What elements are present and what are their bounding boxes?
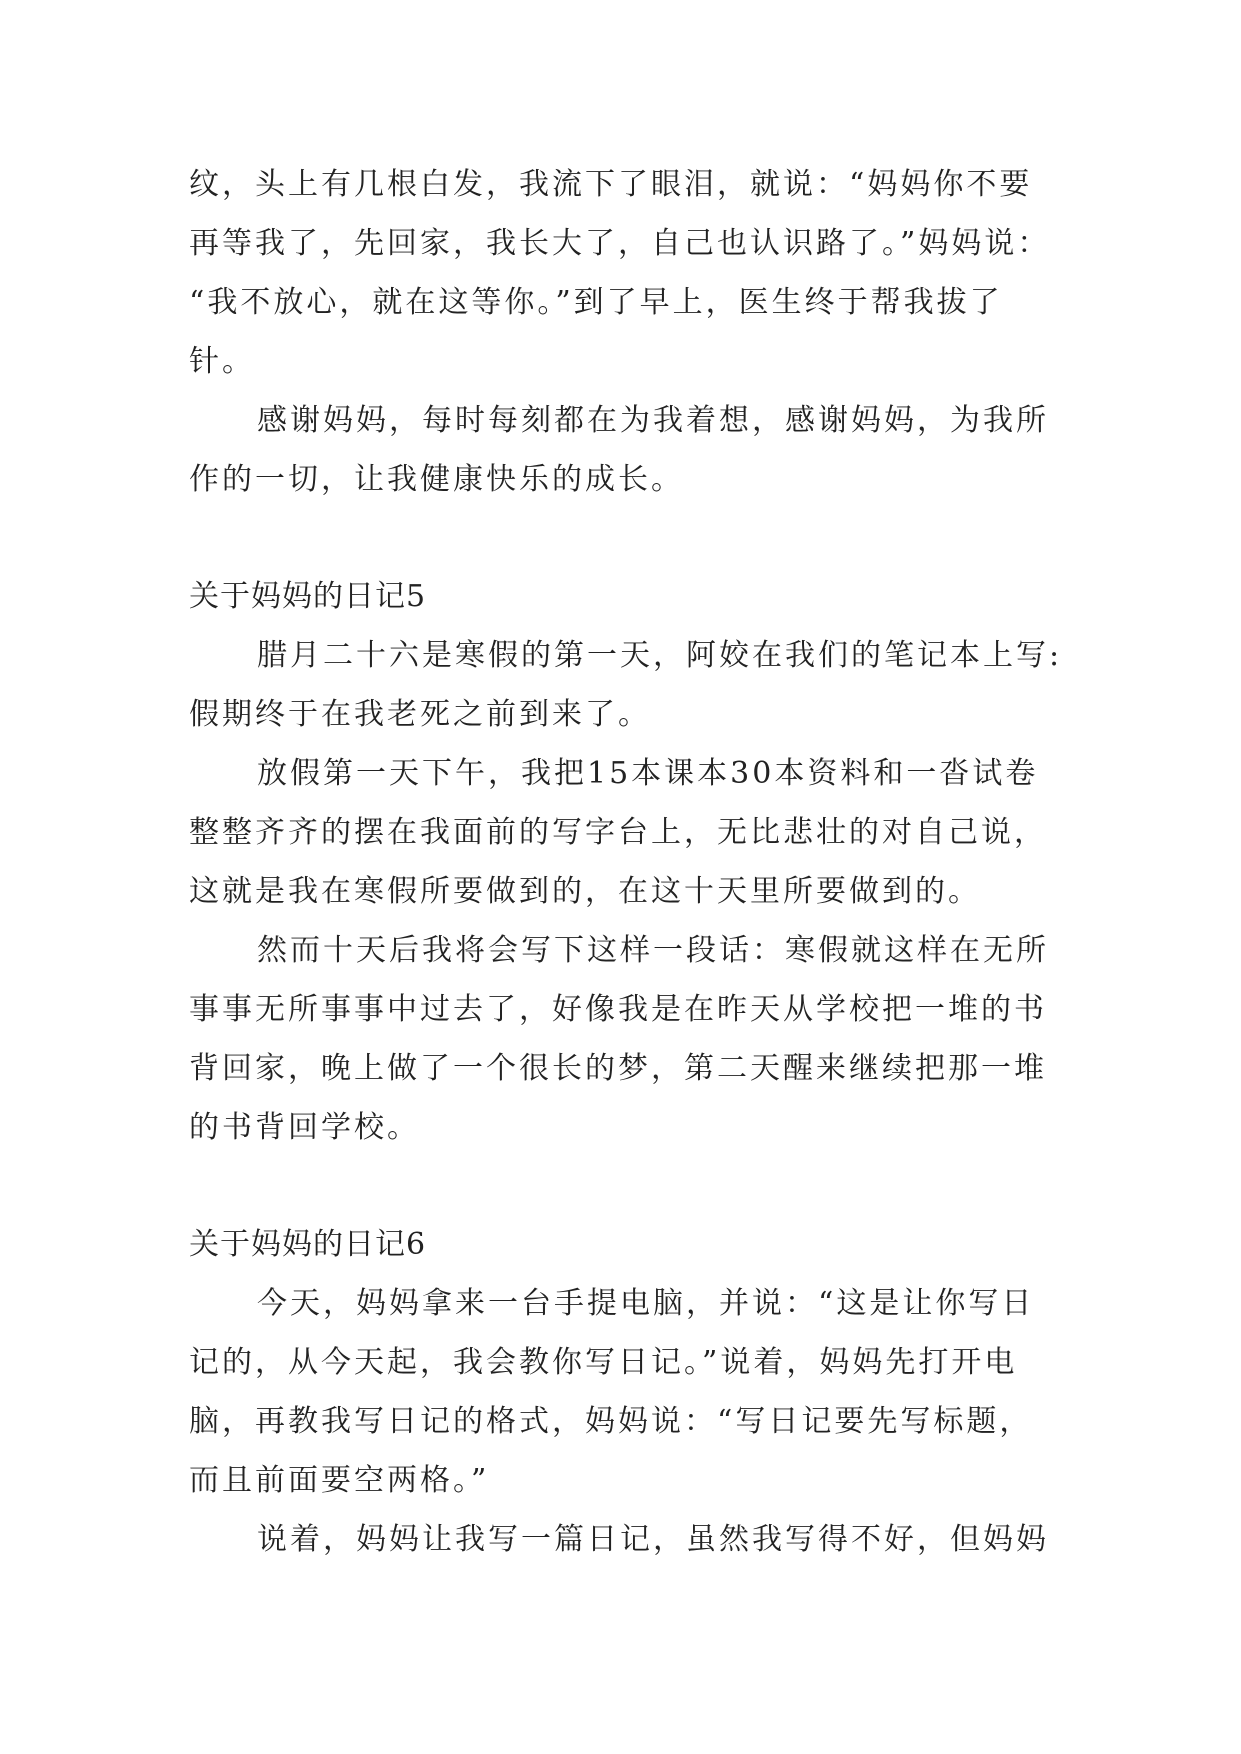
text-line: 事事无所事事中过去了，好像我是在昨天从学校把一堆的书 xyxy=(189,992,1047,1027)
text-line: 纹，头上有几根白发，我流下了眼泪，就说：“妈妈你不要 xyxy=(189,167,1033,202)
text-line: 假期终于在我老死之前到来了。 xyxy=(189,697,651,732)
section-heading: 关于妈妈的日记6 xyxy=(189,1227,427,1262)
text-line: 放假第一天下午，我把15本课本30本资料和一沓试卷 xyxy=(257,756,1039,791)
text-line: 这就是我在寒假所要做到的，在这十天里所要做到的。 xyxy=(189,874,981,909)
text-line: 背回家，晚上做了一个很长的梦，第二天醒来继续把那一堆 xyxy=(189,1051,1047,1086)
text-line: 说着，妈妈让我写一篇日记，虽然我写得不好，但妈妈 xyxy=(257,1522,1049,1557)
text-line: 脑，再教我写日记的格式，妈妈说：“写日记要先写标题， xyxy=(189,1404,1033,1439)
text-line: 腊月二十六是寒假的第一天，阿姣在我们的笔记本上写: xyxy=(257,638,1063,673)
text-line: 针。 xyxy=(189,344,255,379)
text-line: 再等我了，先回家，我长大了，自己也认识路了。”妈妈说： xyxy=(189,226,1051,261)
section-heading: 关于妈妈的日记5 xyxy=(189,579,427,614)
text-line: 感谢妈妈，每时每刻都在为我着想，感谢妈妈，为我所 xyxy=(257,403,1049,438)
text-line: 整整齐齐的摆在我面前的写字台上，无比悲壮的对自己说， xyxy=(189,815,1047,850)
text-line: 作的一切，让我健康快乐的成长。 xyxy=(189,462,684,497)
text-line: 的书背回学校。 xyxy=(189,1110,420,1145)
text-line: 今天，妈妈拿来一台手提电脑，并说：“这是让你写日 xyxy=(257,1286,1035,1321)
text-line: 然而十天后我将会写下这样一段话：寒假就这样在无所 xyxy=(257,933,1049,968)
text-line: 而且前面要空两格。” xyxy=(189,1463,490,1498)
text-line: “我不放心，就在这等你。”到了早上，医生终于帮我拔了 xyxy=(189,285,1003,320)
text-line: 记的，从今天起，我会教你写日记。”说着，妈妈先打开电 xyxy=(189,1345,1018,1380)
